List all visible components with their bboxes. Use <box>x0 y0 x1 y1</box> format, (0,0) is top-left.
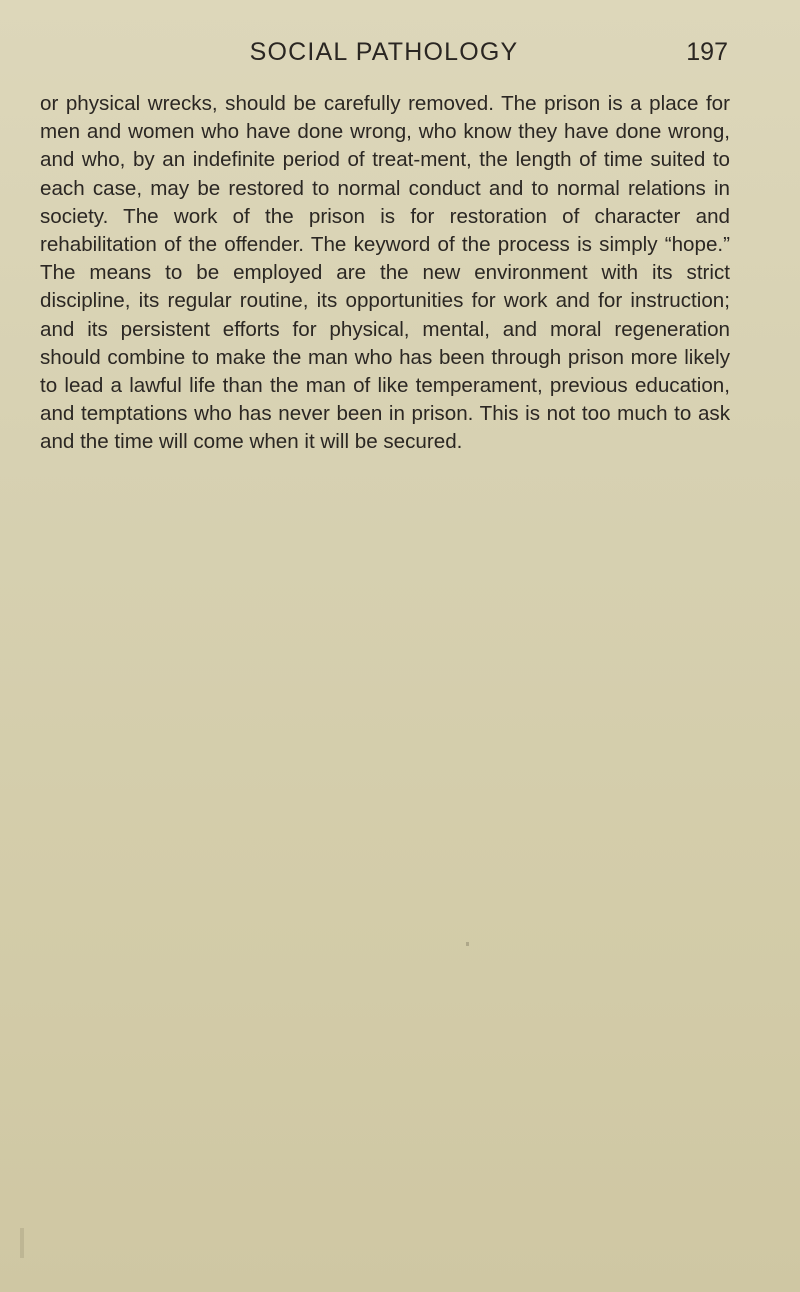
paper-speck <box>20 1228 24 1258</box>
body-paragraph: or physical wrecks, should be carefully removed. The prison is a place for men and women who have done wrong, who know they have done wrong, and who, by an indefinite period of treat-ment, the length of time suited to each case, may be restored to normal conduct and to normal relations in society. The work of the prison is for restoration of character and rehabilitation of the offender. The keyword of the process is simply “hope.” The means to be employed are the new environment with its strict discipline, its regular routine, its opportunities for work and for instruction; and its persistent efforts for physical, mental, and moral regeneration should combine to make the man who has been through prison more likely to lead a lawful life than the man of like temperament, previous education, and temptations who has never been in prison. This is not too much to ask and the time will come when it will be secured. <box>40 92 730 454</box>
running-head-title: SOCIAL PATHOLOGY <box>249 38 519 66</box>
page-number: 197 <box>686 38 728 66</box>
running-head <box>40 34 728 70</box>
paper-speck <box>466 942 469 946</box>
